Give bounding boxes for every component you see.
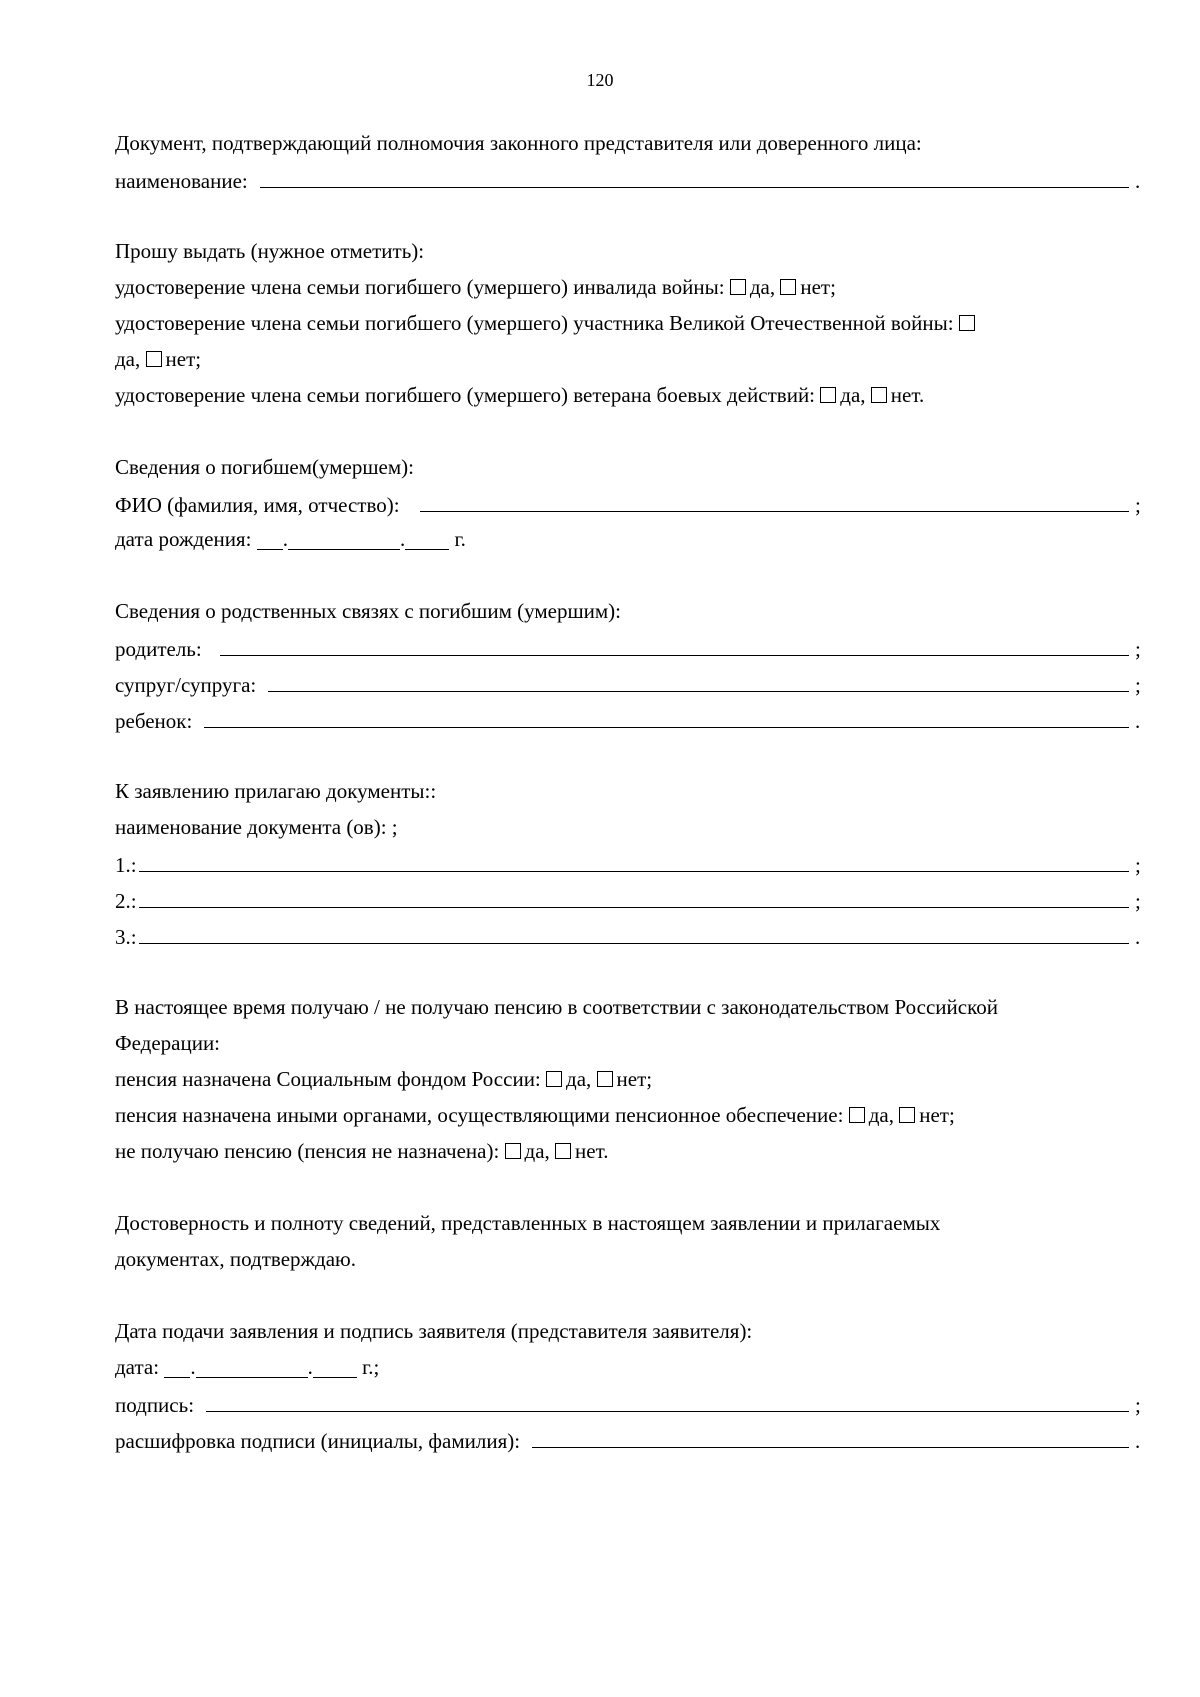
- attachment-end: .: [1135, 925, 1141, 949]
- war-invalid-no-label: нет: [800, 275, 831, 299]
- birth-year-field[interactable]: [405, 527, 449, 550]
- relation-parent-row: [115, 629, 1145, 665]
- pension-other-bodies-end: ;: [948, 1103, 955, 1127]
- pension-none-no-checkbox[interactable]: [555, 1143, 571, 1159]
- attachment-label: 1.:: [115, 853, 137, 877]
- war-invalid-no-checkbox[interactable]: [780, 279, 796, 295]
- request-item-wwii: [115, 305, 1145, 341]
- submission-dot-1: .: [190, 1355, 196, 1379]
- representative-name-field[interactable]: [260, 161, 1129, 188]
- request-item-combat-veteran-label: удостоверение члена семьи погибшего (умершего) ветерана боевых действий:: [115, 383, 816, 407]
- submission-year-suffix: г.;: [362, 1355, 380, 1379]
- pension-item-other-bodies: [115, 1097, 1145, 1133]
- attachment-field[interactable]: [139, 881, 1129, 908]
- attachment-field[interactable]: [139, 917, 1129, 944]
- relations-heading: Сведения о родственных связях с погибшим (умершим):: [115, 599, 621, 623]
- submission-date-label: дата:: [115, 1355, 160, 1379]
- pension-other-bodies-no-checkbox[interactable]: [899, 1107, 915, 1123]
- application-form: [115, 125, 1145, 1457]
- attachment-end: ;: [1135, 853, 1141, 877]
- wwii-yes-checkbox[interactable]: [959, 315, 975, 331]
- signature-field[interactable]: [206, 1385, 1129, 1412]
- representative-name-label: наименование:: [115, 169, 248, 193]
- pension-item-social-fund: [115, 1061, 1145, 1097]
- signature-end: ;: [1135, 1393, 1141, 1417]
- combat-veteran-no-checkbox[interactable]: [871, 387, 887, 403]
- combat-veteran-yes-checkbox[interactable]: [820, 387, 836, 403]
- war-invalid-yes-label: да,: [749, 275, 776, 299]
- attachment-label: 2.:: [115, 889, 137, 913]
- submission-month-field[interactable]: [196, 1355, 308, 1378]
- pension-none-label: не получаю пенсию (пенсия не назначена):: [115, 1139, 500, 1163]
- attachment-row: [115, 917, 1145, 953]
- attachment-row: [115, 881, 1145, 917]
- signature-decode-label: расшифровка подписи (инициалы, фамилия):: [115, 1429, 521, 1453]
- request-item-wwii-cont: [115, 341, 1145, 377]
- signature-heading: Дата подачи заявления и подпись заявителя (представителя заявителя):: [115, 1319, 753, 1343]
- attachment-label: 3.:: [115, 925, 137, 949]
- combat-veteran-yes-label: да,: [840, 383, 866, 407]
- attachments-names-label: наименование документа (ов): ;: [115, 815, 398, 839]
- wwii-end: ;: [195, 347, 202, 371]
- attachment-row: [115, 845, 1145, 881]
- deceased-fio-label: ФИО (фамилия, имя, отчество):: [115, 493, 400, 517]
- pension-intro-line-2: Федерации:: [115, 1031, 221, 1055]
- deceased-birth-row: [115, 521, 1145, 557]
- birth-dot-1: .: [282, 527, 288, 551]
- pension-other-bodies-no-label: нет: [919, 1103, 949, 1127]
- pension-none-yes-checkbox[interactable]: [505, 1143, 521, 1159]
- relation-spouse-field[interactable]: [268, 665, 1129, 692]
- request-item-war-invalid: [115, 269, 1145, 305]
- deceased-birth-label: дата рождения:: [115, 527, 252, 551]
- birth-dot-2: .: [399, 527, 406, 551]
- request-item-combat-veteran: [115, 377, 1145, 413]
- attachment-end: ;: [1135, 889, 1141, 913]
- pension-none-yes-label: да,: [524, 1139, 550, 1163]
- pension-none-no-label: нет: [575, 1139, 604, 1163]
- deceased-fio-end: ;: [1135, 493, 1141, 517]
- pension-social-fund-no-checkbox[interactable]: [597, 1071, 613, 1087]
- war-invalid-yes-checkbox[interactable]: [730, 279, 746, 295]
- signature-label: подпись:: [115, 1393, 195, 1417]
- pension-social-fund-yes-label: да,: [566, 1067, 592, 1091]
- pension-social-fund-yes-checkbox[interactable]: [546, 1071, 562, 1087]
- relation-spouse-end: ;: [1135, 673, 1141, 697]
- pension-social-fund-label: пенсия назначена Социальным фондом России:: [115, 1067, 541, 1091]
- wwii-yes-label: да,: [115, 347, 141, 371]
- pension-item-none: [115, 1133, 1145, 1169]
- signature-decode-end: .: [1135, 1429, 1141, 1453]
- birth-day-field[interactable]: [257, 527, 283, 550]
- signature-row: [115, 1385, 1145, 1421]
- submission-year-field[interactable]: [313, 1355, 357, 1378]
- confirmation-line-1: Достоверность и полноту сведений, представленных в настоящем заявлении и прилагаемых: [115, 1211, 941, 1235]
- deceased-fio-row: [115, 485, 1145, 521]
- representative-name-row: [115, 161, 1145, 197]
- war-invalid-end: ;: [830, 275, 836, 299]
- relation-child-field[interactable]: [204, 701, 1129, 728]
- wwii-no-checkbox[interactable]: [146, 351, 162, 367]
- request-item-wwii-label: удостоверение члена семьи погибшего (умершего) участника Великой Отечественной войны:: [115, 311, 954, 335]
- signature-decode-row: [115, 1421, 1145, 1457]
- representative-heading: Документ, подтверждающий полномочия законного представителя или доверенного лица:: [115, 131, 922, 155]
- signature-decode-field[interactable]: [532, 1421, 1129, 1448]
- page-number: 120: [586, 70, 614, 90]
- relation-child-end: .: [1135, 709, 1141, 733]
- relation-parent-label: родитель:: [115, 637, 202, 661]
- relation-child-label: ребенок:: [115, 709, 193, 733]
- deceased-heading: Сведения о погибшем(умершем):: [115, 455, 414, 479]
- birth-month-field[interactable]: [288, 527, 400, 550]
- submission-dot-2: .: [307, 1355, 313, 1379]
- relation-spouse-row: [115, 665, 1145, 701]
- combat-veteran-end: .: [918, 383, 925, 407]
- pension-other-bodies-yes-label: да,: [868, 1103, 894, 1127]
- pension-other-bodies-label: пенсия назначена иными органами, осуществляющими пенсионное обеспечение:: [115, 1103, 844, 1127]
- relation-parent-field[interactable]: [220, 629, 1129, 656]
- request-item-war-invalid-label: удостоверение члена семьи погибшего (умершего) инвалида войны:: [115, 275, 725, 299]
- pension-social-fund-no-label: нет: [616, 1067, 647, 1091]
- attachment-field[interactable]: [139, 845, 1129, 872]
- combat-veteran-no-label: нет: [890, 383, 919, 407]
- pension-other-bodies-yes-checkbox[interactable]: [849, 1107, 865, 1123]
- attachments-heading: К заявлению прилагаю документы::: [115, 779, 437, 803]
- wwii-no-label: нет: [165, 347, 196, 371]
- relation-spouse-label: супруг/супруга:: [115, 673, 257, 697]
- request-heading: Прошу выдать (нужное отметить):: [115, 239, 425, 263]
- relation-child-row: [115, 701, 1145, 737]
- submission-date-row: [115, 1349, 1145, 1385]
- submission-day-field[interactable]: [164, 1355, 190, 1378]
- pension-social-fund-end: ;: [646, 1067, 653, 1091]
- representative-name-end: .: [1135, 169, 1141, 193]
- relation-parent-end: ;: [1135, 637, 1141, 661]
- pension-none-end: .: [603, 1139, 609, 1163]
- deceased-fio-field[interactable]: [420, 485, 1129, 512]
- confirmation-line-2: документах, подтверждаю.: [115, 1247, 356, 1271]
- birth-year-suffix: г.: [454, 527, 466, 551]
- pension-intro-line-1: В настоящее время получаю / не получаю пенсию в соответствии с законодательством Российской: [115, 995, 998, 1019]
